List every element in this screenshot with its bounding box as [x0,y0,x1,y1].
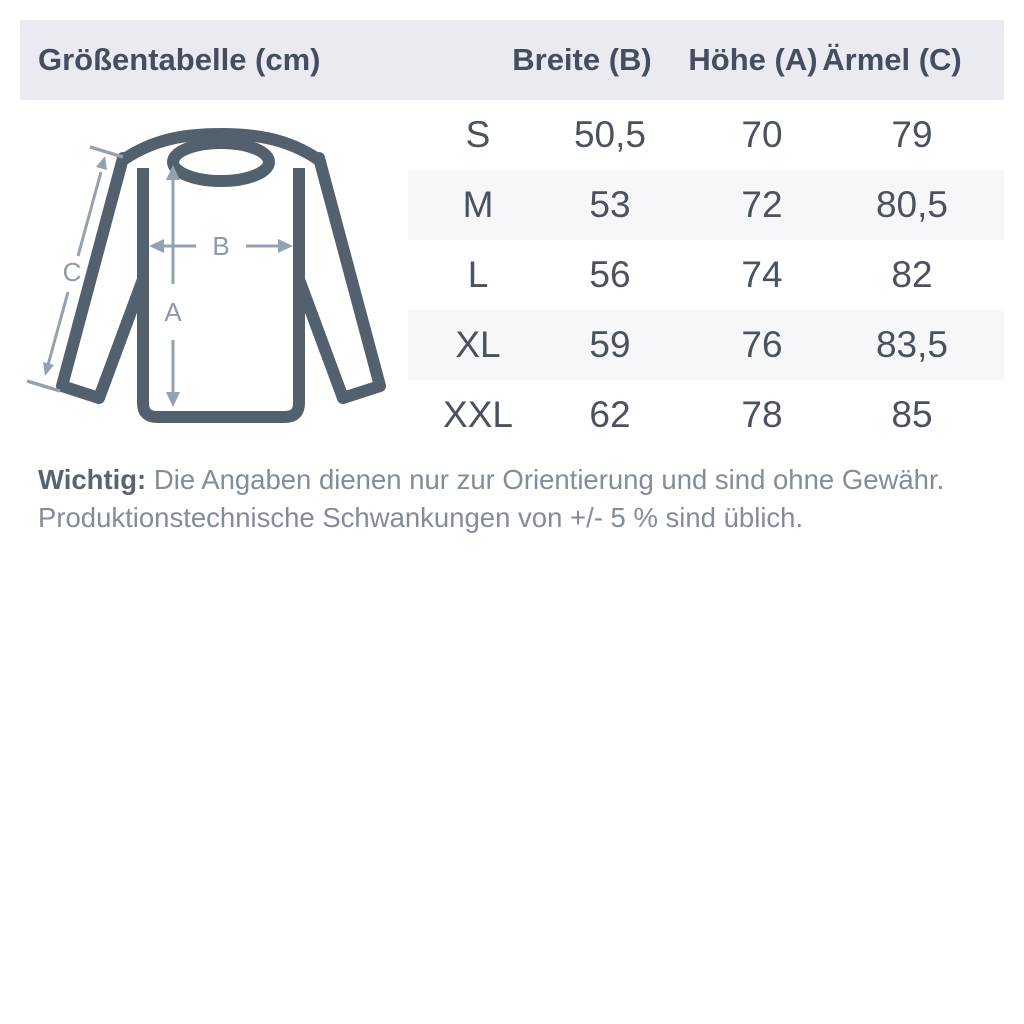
size-cell: M [462,184,494,225]
disclaimer-note [38,461,944,537]
column-header-aermel: Ärmel (C) [822,42,962,77]
table-row-xxl [408,380,1004,450]
size-table-body [408,100,1004,450]
aermel-cell: 80,5 [875,184,948,225]
sweater-measurement-diagram [20,120,440,450]
size-table-header-bar [20,20,1004,100]
breite-cell: 62 [589,394,631,435]
disclaimer-line-2: Produktionstechnische Schwankungen von +/- 5 % sind üblich. [38,502,804,533]
aermel-cell: 82 [891,254,933,295]
sweater-outline-drawing [60,134,382,417]
label-C: C [62,257,82,287]
aermel-cell: 83,5 [875,324,948,365]
breite-cell: 50,5 [573,114,646,155]
aermel-cell: 79 [891,114,933,155]
table-row-m [408,170,1004,240]
column-header-hoehe: Höhe (A) [688,42,818,77]
disclaimer-text-1: Die Angaben dienen nur zur Orientierung und sind ohne Gewähr. [153,464,945,495]
label-A: A [164,297,182,327]
size-cell: XL [455,324,501,365]
breite-cell: 59 [589,324,631,365]
breite-cell: 53 [589,184,631,225]
aermel-cell: 85 [891,394,933,435]
breite-cell: 56 [589,254,631,295]
hoehe-cell: 72 [741,184,783,225]
disclaimer-line-1 [38,461,944,499]
hoehe-cell: 74 [741,254,783,295]
disclaimer-label: Wichtig: [38,464,147,495]
table-row-l [408,240,1004,310]
size-cell: S [465,114,491,155]
column-header-breite: Breite (B) [512,42,652,77]
hoehe-cell: 70 [741,114,783,155]
hoehe-cell: 76 [741,324,783,365]
size-cell: XXL [443,394,513,435]
table-title: Größentabelle (cm) [38,42,321,77]
size-cell: L [467,254,489,295]
table-row-xl [408,310,1004,380]
hoehe-cell: 78 [741,394,783,435]
table-row-s [408,100,1004,170]
label-B: B [212,231,230,261]
